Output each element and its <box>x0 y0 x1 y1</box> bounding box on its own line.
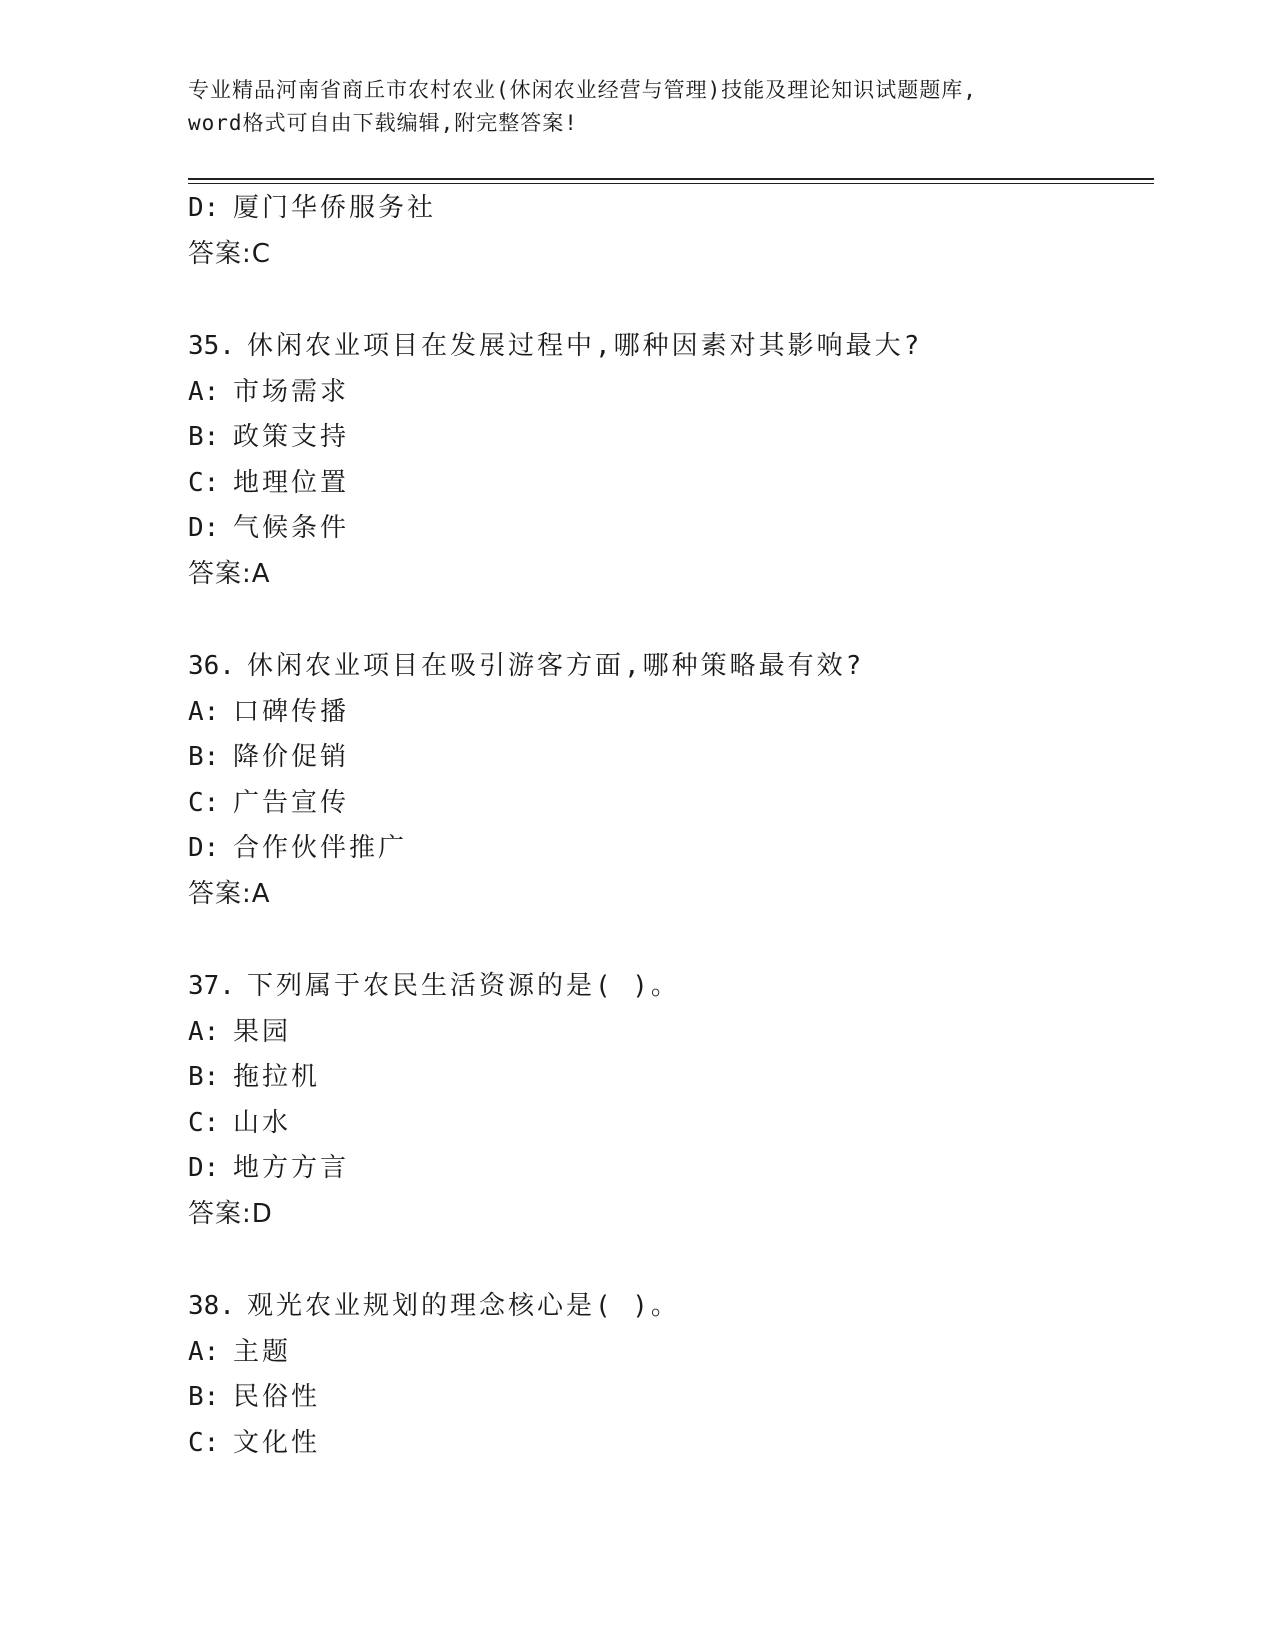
option-text: 地方方言 <box>233 1153 350 1183</box>
question-number: 38. <box>188 1291 235 1321</box>
option-text: 民俗性 <box>233 1382 321 1412</box>
option-prefix: B: <box>188 422 220 452</box>
option-a <box>188 1010 1148 1056</box>
option-prefix: D: <box>188 193 220 223</box>
option-prefix: A: <box>188 1016 220 1047</box>
option-b <box>188 735 1148 781</box>
option-c <box>188 1101 1148 1147</box>
answer-line: 答案:A <box>188 558 271 589</box>
option-prefix: B: <box>188 1062 220 1092</box>
option-b <box>188 1375 1148 1421</box>
question-list <box>188 186 1148 1466</box>
question-35 <box>188 324 1148 370</box>
option-prefix: A: <box>188 1336 220 1367</box>
header-line-2: word格式可自由下载编辑,附完整答案! <box>188 111 578 135</box>
option-text: 气候条件 <box>233 513 350 543</box>
question-38 <box>188 1284 1148 1330</box>
option-text: 山水 <box>233 1107 292 1138</box>
option-c <box>188 1421 1148 1467</box>
option-text: 果园 <box>233 1016 292 1047</box>
option-d <box>188 186 1148 232</box>
option-prefix: D: <box>188 833 220 863</box>
option-prefix: C: <box>188 467 220 498</box>
option-text: 合作伙伴推广 <box>233 833 408 863</box>
option-prefix: B: <box>188 1382 220 1412</box>
option-text: 文化性 <box>233 1427 321 1458</box>
option-text: 政策支持 <box>233 422 350 452</box>
option-prefix: C: <box>188 1427 220 1458</box>
option-a <box>188 690 1148 736</box>
option-text: 降价促销 <box>233 742 350 772</box>
question-number: 35. <box>188 331 235 361</box>
answer-line: 答案:C <box>188 238 271 269</box>
option-text: 市场需求 <box>233 376 350 407</box>
option-prefix: A: <box>188 696 220 727</box>
option-prefix: B: <box>188 742 220 772</box>
question-text: 休闲农业项目在吸引游客方面,哪种策略最有效? <box>246 651 865 681</box>
option-a <box>188 1330 1148 1376</box>
option-b <box>188 415 1148 461</box>
question-number: 36. <box>188 651 235 681</box>
document-header <box>188 74 1088 140</box>
option-text: 主题 <box>233 1336 292 1367</box>
option-d <box>188 1146 1148 1192</box>
option-text: 厦门华侨服务社 <box>233 193 437 223</box>
answer-line: 答案:D <box>188 1198 273 1229</box>
question-36 <box>188 644 1148 690</box>
question-text: 观光农业规划的理念核心是( )。 <box>246 1291 680 1321</box>
option-a <box>188 370 1148 416</box>
option-prefix: C: <box>188 1107 220 1138</box>
header-line-1: 专业精品河南省商丘市农村农业(休闲农业经营与管理)技能及理论知识试题题库, <box>188 78 977 102</box>
option-text: 口碑传播 <box>233 696 350 727</box>
option-prefix: A: <box>188 376 220 407</box>
option-text: 地理位置 <box>233 467 350 498</box>
option-d <box>188 506 1148 552</box>
option-prefix: C: <box>188 787 220 818</box>
option-b <box>188 1055 1148 1101</box>
header-divider-thin <box>188 183 1154 184</box>
option-c <box>188 781 1148 827</box>
option-text: 拖拉机 <box>233 1062 321 1092</box>
question-37 <box>188 964 1148 1010</box>
option-c <box>188 461 1148 507</box>
question-number: 37. <box>188 971 235 1001</box>
option-d <box>188 826 1148 872</box>
answer-line: 答案:A <box>188 878 271 909</box>
option-prefix: D: <box>188 513 220 543</box>
option-prefix: D: <box>188 1153 220 1183</box>
option-text: 广告宣传 <box>233 787 350 818</box>
header-divider-thick <box>188 178 1154 180</box>
question-text: 下列属于农民生活资源的是( )。 <box>246 971 680 1001</box>
question-text: 休闲农业项目在发展过程中,哪种因素对其影响最大? <box>246 331 923 361</box>
